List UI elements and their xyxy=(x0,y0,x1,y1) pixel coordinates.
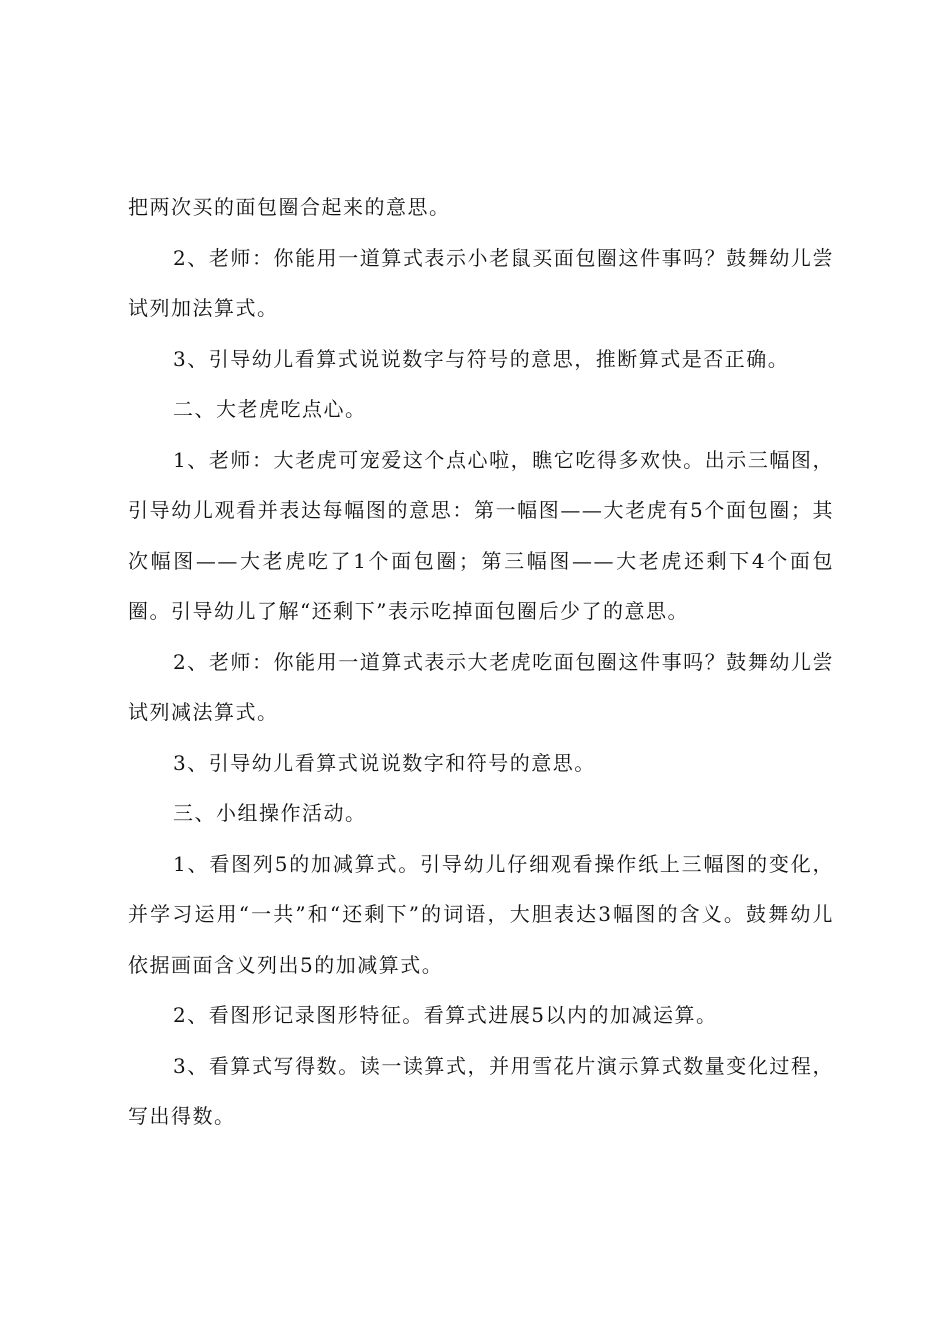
paragraph-7: 3、引导幼儿看算式说说数字和符号的意思。 xyxy=(173,750,596,775)
section-heading-2: 二、大老虎吃点心。 xyxy=(173,397,367,421)
paragraph-11: 3、看算式写得数。读一读算式，并用雪花片演示算式数量变化过程，写出得数。 xyxy=(128,1053,834,1128)
paragraph-9: 1、看图列5的加减算式。引导幼儿仔细观看操作纸上三幅图的变化，并学习运用“一共”和“还剩下”的词语，大胆表达3幅图的含义。鼓舞幼儿依据画面含义列出5的加减算式。 xyxy=(128,851,834,977)
paragraph-5: 1、老师：大老虎可宠爱这个点心啦，瞧它吃得多欢快。出示三幅图，引导幼儿观看并表达每幅图的意思：第一幅图——大老虎有5个面包圈；其次幅图——大老虎吃了1个面包圈；第三幅图——大老虎还剩下4个面包圈。引导幼儿了解“还剩下”表示吃掉面包圈后少了的意思。 xyxy=(128,447,834,623)
paragraph-2: 2、老师：你能用一道算式表示小老鼠买面包圈这件事吗？鼓舞幼儿尝试列加法算式。 xyxy=(128,245,834,320)
paragraph-6: 2、老师：你能用一道算式表示大老虎吃面包圈这件事吗？鼓舞幼儿尝试列减法算式。 xyxy=(128,649,834,724)
paragraph-1: 把两次买的面包圈合起来的意思。 xyxy=(128,195,451,219)
paragraph-3: 3、引导幼儿看算式说说数字与符号的意思，推断算式是否正确。 xyxy=(173,346,790,371)
document-body xyxy=(128,182,834,1142)
paragraph-10: 2、看图形记录图形特征。看算式进展5以内的加减运算。 xyxy=(173,1003,718,1027)
section-heading-3: 三、小组操作活动。 xyxy=(173,801,367,825)
